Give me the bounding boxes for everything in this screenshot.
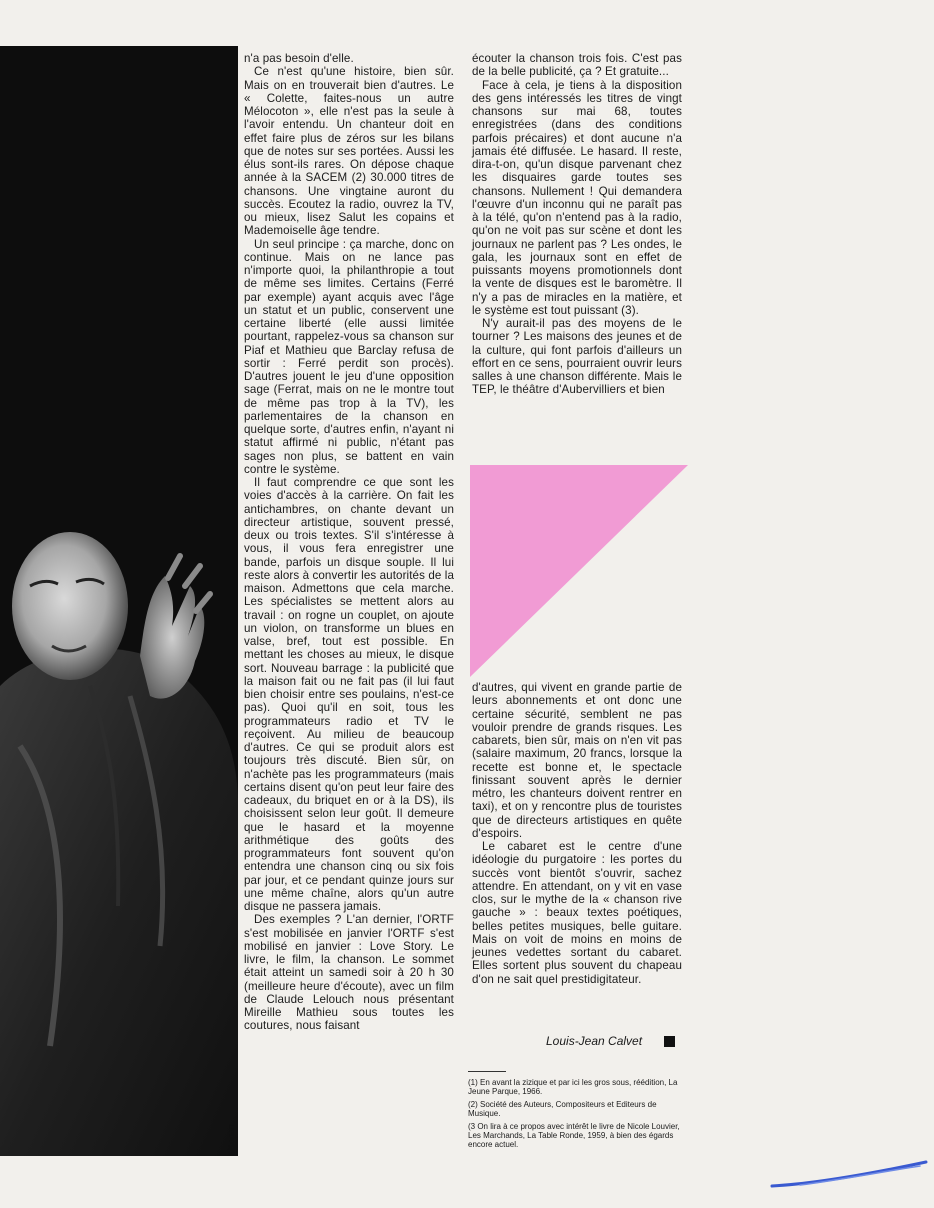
paragraph: n'a pas besoin d'elle. bbox=[244, 52, 354, 65]
paragraph: Ce n'est qu'une histoire, bien sûr. Mais on en trouverait bien d'autres. Le « Colette, faites-nous un autre Mélocoton », elle n'est pas la seule à l'avoir entendu. Un chanteur doit en effet faire plus de zéros sur les bilans que de notes sur ses portées. Aussi les élus sont-ils rares. On dépose chaque année à la SACEM (2) 30.000 titres de chansons. Une vingtaine auront du succès. Ecoutez la radio, ouvrez la TV, ou mieux, lisez Salut les copains et Mademoiselle âge tendre. bbox=[244, 65, 454, 238]
author-signature: Louis-Jean Calvet bbox=[546, 1034, 643, 1048]
paragraph: N'y aurait-il pas des moyens de le tourner ? Les maisons des jeunes et de la culture, qui font parfois d'ailleurs un effort en ce sens, pourraient ouvrir leurs salles à une chanson différente. Mais le TEP, le théâtre d'Aubervilliers et bien bbox=[472, 317, 682, 397]
paragraph: Il faut comprendre ce que sont les voies d'accès à la carrière. On fait les antichambres, on chante devant un directeur artistique, souvent pressé, deux ou trois textes. S'il s'intéresse à vous, il vous fera enregistrer une bande, parfois un disque souple. Il lui reste alors à convertir les autorités de la maison. Admettons que cela marche. Les spécialistes se mettent alors au travail : on rogne un couplet, on ajoute un violon, on transforme un blues en valse, bref, tout est possible. En mettant les choses au mieux, le disque sort. Nouveau barrage : la publicité que la maison fait ou ne fait pas (il lui faut bien choisir entre ses poulains, n'est-ce pas). Quoi qu'il en soit, tous les programmateurs radio et TV le reçoivent. Au milieu de beaucoup d'autres. Ce qui se produit alors est toujours très discuté. Bien sûr, on n'achète pas les programmateurs (mais certains disent qu'on peut leur faire des cadeaux, du briquet en or à la DS), ils choisissent selon leur goût. Il demeure que le hasard et la moyenne arithmétique des goûts des programmateurs font souvent qu'on entendra une chanson cinq ou six fois par jour, et ce pendant quinze jours sur une même chaîne, alors qu'un autre disque ne passera jamais. bbox=[244, 476, 454, 913]
pink-triangle-decoration bbox=[470, 465, 688, 677]
paragraph: d'autres, qui vivent en grande partie de leurs abonnements et ont donc une certaine sécurité, semblent ne pas vouloir prendre de grands risques. Les cabarets, bien sûr, mais on n'en vit pas (salaire maximum, 20 francs, lorsque la recette est bonne et, le spectacle finissant souvent après le dernier métro, les chanteurs doivent rentrer en taxi), et on y rencontre plus de touristes que de directeurs artistiques en quête d'espoirs. bbox=[472, 681, 682, 840]
article-column-1 bbox=[244, 52, 454, 1033]
paragraph: Des exemples ? L'an dernier, l'ORTF s'est mobilisée en janvier l'ORTF s'est mobilisé en janvier : Love Story. Le livre, le film, la chanson. Le sommet était atteint un samedi soir à 20 h 30 (meilleure heure d'écoute), avec un film de Claude Lelouch nous présentant Mireille Mathieu sous toutes les coutures, nous faisant bbox=[244, 913, 454, 1033]
paragraph: écouter la chanson trois fois. C'est pas de la belle publicité, ça ? Et gratuite... bbox=[472, 52, 682, 79]
photo-credit: Kagan bbox=[226, 1124, 236, 1151]
footnote-rule bbox=[468, 1071, 506, 1072]
footnote: (2) Société des Auteurs, Compositeurs et Editeurs de Musique. bbox=[468, 1099, 657, 1119]
footnotes bbox=[468, 1078, 680, 1153]
blue-pen-mark bbox=[770, 1158, 930, 1190]
paragraph: Le cabaret est le centre d'une idéologie du purgatoire : les portes du succès vont bientôt s'ouvrir, sachez attendre. En attendant, on y vit en vase clos, sur le mythe de la « chanson rive gauche » : beaux textes poétiques, belles petites musiques, belle guitare. Mais on voit de moins en moins de jeunes vedettes sortant du cabaret. Elles sortent plus souvent du chapeau d'on ne sait quel prestidigitateur. bbox=[472, 840, 682, 986]
footnote: (1) En avant la zizique et par ici les gros sous, réédition, La Jeune Parque, 1966. bbox=[468, 1078, 678, 1097]
article-column-2-bottom bbox=[472, 681, 682, 986]
article-column-2-top bbox=[472, 52, 682, 397]
footnote: (3 On lira à ce propos avec intérêt le livre de Nicole Louvier, Les Marchands, La Table Ronde, 1959, à bien des égards encore actuel. bbox=[468, 1121, 680, 1150]
paragraph: Face à cela, je tiens à la disposition des gens intéressés les titres de vingt chansons sur mai 68, toutes enregistrées (dans des conditions parfois précaires) et dont aucune n'a jamais été diffusée. Le hasard. Il reste, dira-t-on, qu'un disque parvenant chez les disquaires garde toutes ses chansons. Nullement ! Qui demandera l'œuvre d'un inconnu qui ne paraît pas à la télé, qu'on n'entend pas à la radio, qu'on ne voit pas sur scène et dont les journaux ne parlent pas ? Les ondes, le gala, les journaux sont en effet de puissants moyens promotionnels dont la vente de disques est le baromètre. Il n'y a pas de miracles en la matière, et le système est tout puissant (3). bbox=[472, 78, 682, 317]
singer-photo-graphic bbox=[0, 46, 238, 1156]
paragraph: Un seul principe : ça marche, donc on continue. Mais on ne lance pas n'importe quoi, la philanthropie a tout de même ses limites. Certains (Ferré par exemple) ayant acquis avec l'âge un statut et un public, conservent une certaine liberté (elle aussi limitée pourtant, rappelez-vous sa chanson sur Piaf et Mathieu que Barclay refusa de sortir : Ferré perdit son procès). D'autres jouent le jeu d'une opposition sage (Ferrat, mais on ne le montre tout de même pas trop à la TV), les parlementaires de la chanson en quelque sorte, d'autres enfin, n'ayant ni statut affirmé ni public, n'étant pas sages non plus, se battent en vain contre le système. bbox=[244, 237, 454, 476]
end-mark bbox=[664, 1036, 675, 1047]
singer-photo bbox=[0, 46, 238, 1156]
